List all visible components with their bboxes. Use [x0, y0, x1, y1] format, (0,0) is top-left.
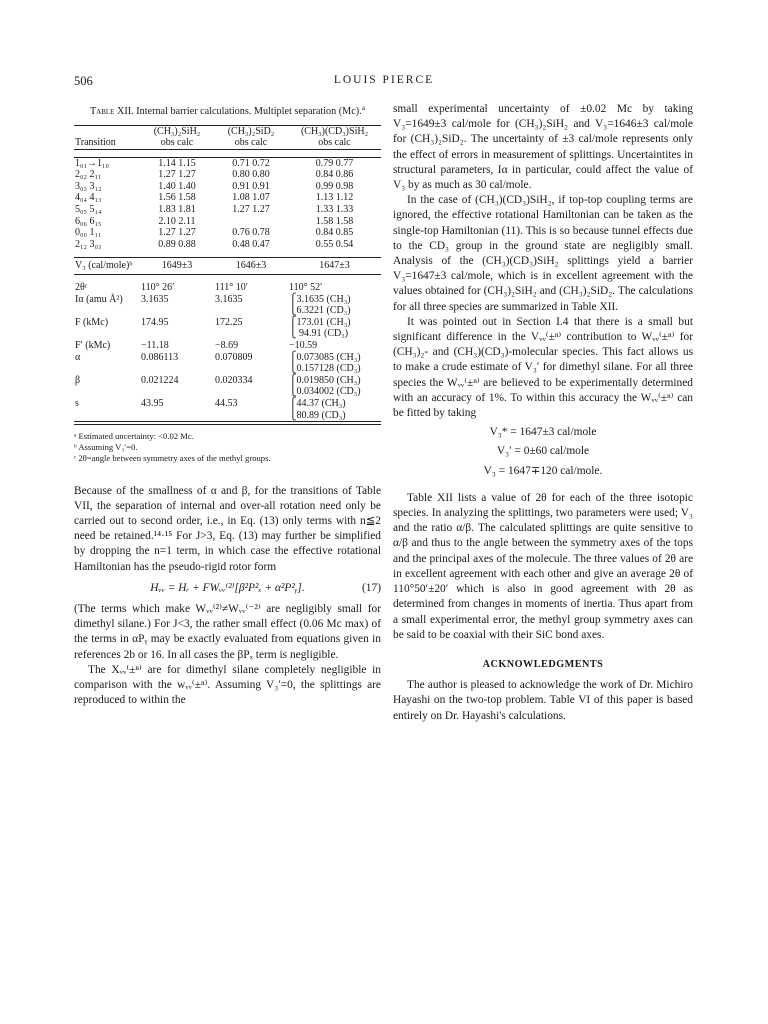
page-header	[74, 74, 694, 90]
property-row: s 43.95 44.53 ⎧44.37 (CH₃) ⎩80.89 (CD₃)	[75, 397, 346, 421]
table-caption-text: Internal barrier calculations. Multiplet separation (Mc).	[136, 106, 362, 117]
table-footnotes	[74, 431, 381, 463]
display-equation: V₃′ = 0±60 cal/mole	[496, 445, 590, 458]
species-header: (CH₃)₂SiD₂	[227, 125, 275, 137]
property-row: 2θᶜ 110° 26′ 111° 10′ 110° 52′	[75, 282, 323, 294]
species-header: (CH₃)₂SiH₂	[153, 125, 201, 137]
property-row: F′ (kMc) −11.18 −8.69 −10.59	[75, 340, 318, 351]
right-column	[393, 102, 693, 724]
acknowledgment-paragraph: The author is pleased to acknowledge the work of Dr. Michiro Hayashi on the two-top problem. Table VI of this paper is based entirely on Dr. Hayashi's calculations.	[393, 679, 693, 722]
barrier-table	[74, 125, 381, 426]
property-row: Iα (amu Å²) 3.1635 3.1635 ⎧3.1635 (CH₃) ⎩6.3221 (CD₃)	[75, 293, 351, 317]
caption-note-mark: a	[361, 103, 366, 112]
table-subheader-row	[74, 137, 381, 149]
table-row: 4₀₄ 4₁₃ 1.56 1.58 1.08 1.07 1.13 1.12	[75, 192, 354, 204]
equation-number: (17)	[362, 581, 381, 594]
display-equation: V₃ = 1647∓120 cal/mole.	[483, 464, 603, 477]
table-label: Table XII.	[89, 106, 134, 117]
obs-calc-header: obs calc	[160, 137, 194, 149]
table-row: 5₀₅ 5₁₄ 1.83 1.81 1.27 1.27 1.33 1.33	[75, 204, 354, 216]
page-number: 506	[74, 74, 93, 88]
body-paragraph: Table XII lists a value of 2θ for each of the three isotopic species. In analyzing the splittings, two parameters were used; V₃ and the ratio α/β. The calculated splittings are quite sensitive to α/β and thus to the angle between the symmetry axes of the tops and the principal axes of the molecule. The three values of 2θ are in excellent agreement with each other and give an average 2θ of 110°50′±20′ which is also in good agreement with 2θ as determined from changes in moments of inertia. Thus apart from a small experimental error, the methyl group symmetry axes can be said to be coaxial with their SiC bond axes.	[393, 491, 693, 641]
table-row: 1₀₁→1₁₀ 1.14 1.15 0.71 0.72 0.79 0.77	[75, 157, 354, 169]
footnote: ᶜ 2θ=angle between symmetry axes of the methyl groups.	[74, 452, 271, 463]
left-column	[74, 102, 381, 708]
table-row: 0₀₀ 1₁₁ 1.27 1.27 0.76 0.78 0.84 0.85	[75, 227, 354, 239]
running-head: LOUIS PIERCE	[333, 74, 435, 86]
property-row: β 0.021224 0.020334 ⎧0.019850 (CH₃) ⎩0.034002 (CD₃)	[75, 374, 361, 398]
equation-text: Hᵥᵥ = Hᵣ + FWᵥᵥ⁽²⁾[β²P²ₓ + α²P²ᵧ].	[150, 581, 305, 594]
obs-calc-header: obs calc	[318, 137, 351, 149]
obs-calc-header: obs calc	[234, 137, 268, 149]
body-paragraph: The Xᵥᵥ⁽±ⁿ⁾ are for dimethyl silane completely negligible in comparison with the wᵥᵥ⁽±ⁿ⁾. Assuming V₃′=0, the splittings are reproduced to within the	[74, 663, 381, 707]
property-row: F (kMc) 174.95 172.25 ⎧173.01 (CH₃) ⎩ 94.91 (CD₃)	[75, 316, 351, 340]
body-paragraph: small experimental uncertainty of ±0.02 Mc by taking V₃=1649±3 cal/mole for (CH₃)₂SiH₂ and V₃=1646±3 cal/mole for (CH₃)₂SiD₂. The uncertainty of ±3 cal/mole represents only the effect of errors in measurement of splittings. Uncertaintites in structural parameters, Iα in particular, could affect the value of V₃ by as much as 30 cal/mole.	[393, 103, 693, 192]
table-row: 6₀₆ 6₁₅ 2.10 2.11 1.58 1.58	[75, 215, 354, 227]
table-row: 2₀₂ 2₁₁ 1.27 1.27 0.80 0.80 0.84 0.86	[75, 169, 354, 181]
display-equation: V₃* = 1647±3 cal/mole	[489, 426, 597, 439]
footnote: ᵇ Assuming V₃′=0.	[74, 441, 138, 452]
body-paragraph: In the case of (CH₃)(CD₃)SiH₂, if top-top coupling terms are ignored, the effective rotational Hamiltonian can be taken as the single-top Hamiltonian (11). This is so because tunnel effects due to the CD₃ group in the ground state are negligibly small. Analysis of the (CH₃)(CD₃)SiH₂ splittings yield a barrier V₃=1647±3 cal/mole, which is in excellent agreement with the values obtained for (CH₃)₂SiH₂ and (CH₃)₂SiD₂. The calculations for all three species are summarized in Table XII.	[393, 194, 693, 313]
table-row: 2₁₂ 3₀₃ 0.89 0.88 0.48 0.47 0.55 0.54	[75, 238, 354, 250]
footnote: ᵃ Estimated uncertainty: <0.02 Mc.	[74, 431, 194, 442]
transition-header: Transition	[75, 137, 116, 149]
body-paragraph: (The terms which make Wᵥᵥ⁽²⁾≠Wᵥᵥ⁽⁻²⁾ are negligibly small for dimethyl silane.) For J<3, the rather small effect (0.06 Mc max) of the terms in αPᵧ may be exactly evaluated from equations given in references 2b or 16. In all cases the βPₓ term is negligible.	[74, 602, 381, 661]
species-header: (CH₃)(CD₃)SiH₂	[300, 125, 369, 137]
table-header-row	[74, 125, 381, 137]
body-paragraph: Because of the smallness of α and β, for the transitions of Table VII, the separation of internal and over-all rotation need only be carried out to second order, i.e., in Eq. (13) only terms with n≦2 need be retained.¹⁴·¹⁵ For J>3, Eq. (13) may further be simplified by dropping the n=1 term, in which case the effective rotational Hamiltonian has the pseudo-rigid rotor form	[74, 484, 381, 573]
barrier-row: V₃ (cal/mole)ᵇ 1649±3 1646±3 1647±3	[74, 258, 381, 275]
table-caption	[74, 102, 381, 119]
equation-17	[74, 581, 381, 596]
body-paragraph: It was pointed out in Section I.4 that there is a small but significant difference in the Vᵥᵥ⁽±ⁿ⁾ contribution to Wᵥᵥ⁽±ⁿ⁾ for (CH₃)₂- and (CH₃)(CD₃)-molecular species. This fact allows us to make a crude estimate of V₃′ for dimethyl silane. For all three species the Wᵥᵥ⁽±ⁿ⁾ are believed to be experimentally determined with an accuracy of 1%. To within this accuracy the Wᵥᵥ⁽±ⁿ⁾ can be fitted by taking	[393, 315, 693, 420]
property-row: α 0.086113 0.070809 ⎧0.073085 (CH₃) ⎩0.157128 (CD₃)	[75, 351, 361, 375]
table-row: 3₀₃ 3₁₂ 1.40 1.40 0.91 0.91 0.99 0.98	[75, 180, 354, 192]
section-heading: ACKNOWLEDGMENTS	[482, 658, 604, 670]
